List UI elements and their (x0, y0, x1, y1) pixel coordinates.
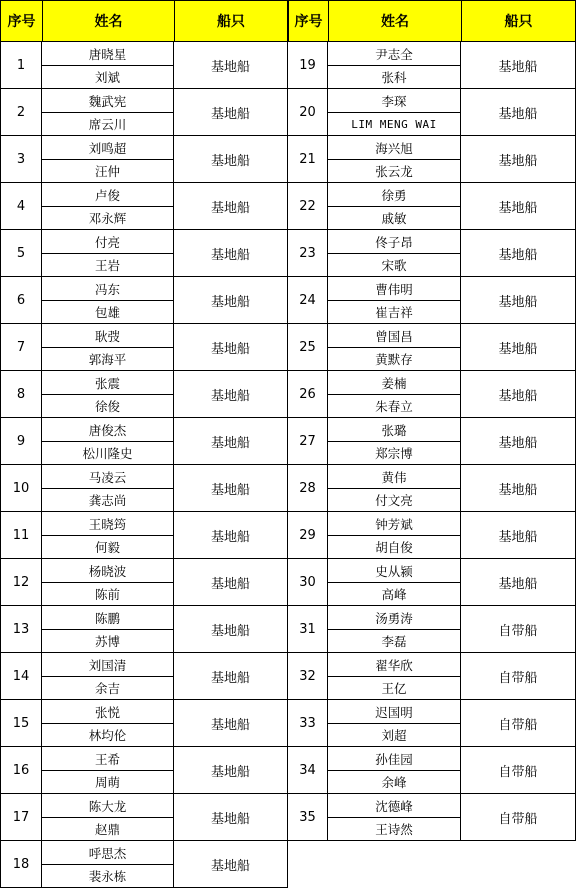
name-cell: 陈前 (42, 583, 174, 606)
ship-cell: 基地船 (461, 559, 576, 606)
name-cell: 周萌 (42, 771, 174, 794)
name-cell: 魏武宪 (42, 89, 174, 113)
name-cell: 尹志全 (328, 42, 461, 66)
row-index: 22 (288, 183, 328, 230)
row-index: 15 (0, 700, 42, 747)
name-cell: 郑宗博 (328, 442, 461, 465)
name-cell: 曹伟明 (328, 277, 461, 301)
name-cell: 迟国明 (328, 700, 461, 724)
row-index: 14 (0, 653, 42, 700)
name-cell: 邓永辉 (42, 207, 174, 230)
ship-cell: 基地船 (174, 324, 288, 371)
name-cell: 陈鹏 (42, 606, 174, 630)
row-index: 35 (288, 794, 328, 841)
name-cell: 张悦 (42, 700, 174, 724)
name-cell: 何毅 (42, 536, 174, 559)
name-cell: 陈大龙 (42, 794, 174, 818)
name-cell: 王晓筠 (42, 512, 174, 536)
ship-cell: 基地船 (461, 183, 576, 230)
name-cell: 付文亮 (328, 489, 461, 512)
ship-cell: 基地船 (174, 418, 288, 465)
ship-cell: 基地船 (174, 700, 288, 747)
name-cell: 汪仲 (42, 160, 174, 183)
name-cell: 苏博 (42, 630, 174, 653)
ship-cell: 基地船 (461, 89, 576, 136)
name-cell: 史从颍 (328, 559, 461, 583)
ship-cell: 自带船 (461, 606, 576, 653)
name-cell: 钟芳斌 (328, 512, 461, 536)
name-cell: 马凌云 (42, 465, 174, 489)
ship-cell: 基地船 (461, 324, 576, 371)
name-cell: 龚志尚 (42, 489, 174, 512)
name-cell: 张云龙 (328, 160, 461, 183)
header-name-left: 姓名 (42, 0, 175, 42)
row-index: 27 (288, 418, 328, 465)
name-cell: 呼思杰 (42, 841, 174, 865)
name-cell: 张科 (328, 66, 461, 89)
ship-cell: 自带船 (461, 700, 576, 747)
name-cell: 黄默存 (328, 348, 461, 371)
ship-cell: 基地船 (174, 89, 288, 136)
ship-cell: 基地船 (174, 747, 288, 794)
ship-cell: 自带船 (461, 653, 576, 700)
row-index: 24 (288, 277, 328, 324)
name-cell: 唐俊杰 (42, 418, 174, 442)
name-cell: 赵鼎 (42, 818, 174, 841)
row-index: 13 (0, 606, 42, 653)
row-index: 17 (0, 794, 42, 841)
ship-cell: 基地船 (461, 277, 576, 324)
header-index-right: 序号 (288, 0, 329, 42)
name-cell: 张震 (42, 371, 174, 395)
row-index: 7 (0, 324, 42, 371)
row-index: 1 (0, 42, 42, 89)
ship-cell: 自带船 (461, 794, 576, 841)
ship-cell: 基地船 (174, 653, 288, 700)
row-index: 31 (288, 606, 328, 653)
row-index: 9 (0, 418, 42, 465)
name-cell: 杨晓波 (42, 559, 174, 583)
name-cell: 李磊 (328, 630, 461, 653)
ship-cell: 基地船 (461, 230, 576, 277)
name-cell: 耿弢 (42, 324, 174, 348)
name-cell: 徐勇 (328, 183, 461, 207)
row-index: 12 (0, 559, 42, 606)
ship-cell: 基地船 (461, 465, 576, 512)
name-cell: 戚敏 (328, 207, 461, 230)
ship-cell: 基地船 (461, 371, 576, 418)
row-index: 19 (288, 42, 328, 89)
row-index: 5 (0, 230, 42, 277)
ship-cell: 基地船 (174, 230, 288, 277)
header-ship-left: 船只 (174, 0, 288, 42)
name-cell: 姜楠 (328, 371, 461, 395)
row-index: 30 (288, 559, 328, 606)
ship-cell: 基地船 (174, 277, 288, 324)
row-index: 33 (288, 700, 328, 747)
name-cell: 林均伦 (42, 724, 174, 747)
name-cell: 崔吉祥 (328, 301, 461, 324)
row-index: 18 (0, 841, 42, 888)
row-index: 3 (0, 136, 42, 183)
ship-cell: 基地船 (461, 512, 576, 559)
ship-cell: 基地船 (174, 559, 288, 606)
name-cell: 余峰 (328, 771, 461, 794)
name-cell: 王希 (42, 747, 174, 771)
name-cell: 刘鸣超 (42, 136, 174, 160)
name-cell: 包雄 (42, 301, 174, 324)
ship-cell: 基地船 (461, 42, 576, 89)
row-index: 20 (288, 89, 328, 136)
row-index: 4 (0, 183, 42, 230)
row-index: 6 (0, 277, 42, 324)
empty-area (289, 841, 576, 888)
name-cell: 海兴旭 (328, 136, 461, 160)
name-cell: 裴永栋 (42, 865, 174, 888)
ship-cell: 基地船 (461, 136, 576, 183)
name-cell: 冯东 (42, 277, 174, 301)
ship-cell: 基地船 (174, 841, 288, 888)
name-cell: LIM MENG WAI (328, 113, 461, 136)
name-cell: 王岩 (42, 254, 174, 277)
ship-cell: 基地船 (174, 371, 288, 418)
name-cell: 付亮 (42, 230, 174, 254)
header-index-left: 序号 (0, 0, 43, 42)
name-cell: 曾国昌 (328, 324, 461, 348)
name-cell: 沈德峰 (328, 794, 461, 818)
ship-cell: 基地船 (174, 512, 288, 559)
name-cell: 李琛 (328, 89, 461, 113)
ship-cell: 基地船 (174, 183, 288, 230)
name-cell: 余吉 (42, 677, 174, 700)
name-cell: 王诗然 (328, 818, 461, 841)
row-index: 16 (0, 747, 42, 794)
row-index: 32 (288, 653, 328, 700)
ship-cell: 基地船 (461, 418, 576, 465)
ship-cell: 基地船 (174, 465, 288, 512)
name-cell: 卢俊 (42, 183, 174, 207)
name-cell: 佟子昂 (328, 230, 461, 254)
name-cell: 徐俊 (42, 395, 174, 418)
row-index: 29 (288, 512, 328, 559)
name-cell: 席云川 (42, 113, 174, 136)
name-cell: 高峰 (328, 583, 461, 606)
name-cell: 郭海平 (42, 348, 174, 371)
name-cell: 朱春立 (328, 395, 461, 418)
row-index: 21 (288, 136, 328, 183)
name-cell: 孙佳园 (328, 747, 461, 771)
row-index: 10 (0, 465, 42, 512)
row-index: 2 (0, 89, 42, 136)
ship-cell: 基地船 (174, 42, 288, 89)
row-index: 34 (288, 747, 328, 794)
ship-cell: 基地船 (174, 794, 288, 841)
name-cell: 刘超 (328, 724, 461, 747)
name-cell: 汤勇涛 (328, 606, 461, 630)
name-cell: 刘斌 (42, 66, 174, 89)
row-index: 11 (0, 512, 42, 559)
name-cell: 翟华欣 (328, 653, 461, 677)
ship-cell: 基地船 (174, 136, 288, 183)
row-index: 28 (288, 465, 328, 512)
row-index: 25 (288, 324, 328, 371)
name-cell: 张璐 (328, 418, 461, 442)
row-index: 8 (0, 371, 42, 418)
row-index: 26 (288, 371, 328, 418)
name-cell: 黄伟 (328, 465, 461, 489)
header-ship-right: 船只 (461, 0, 576, 42)
name-cell: 王亿 (328, 677, 461, 700)
name-cell: 唐晓星 (42, 42, 174, 66)
ship-cell: 基地船 (174, 606, 288, 653)
header-name-right: 姓名 (328, 0, 462, 42)
name-cell: 宋歌 (328, 254, 461, 277)
name-cell: 刘国清 (42, 653, 174, 677)
name-cell: 松川隆史 (42, 442, 174, 465)
name-cell: 胡自俊 (328, 536, 461, 559)
ship-cell: 自带船 (461, 747, 576, 794)
row-index: 23 (288, 230, 328, 277)
